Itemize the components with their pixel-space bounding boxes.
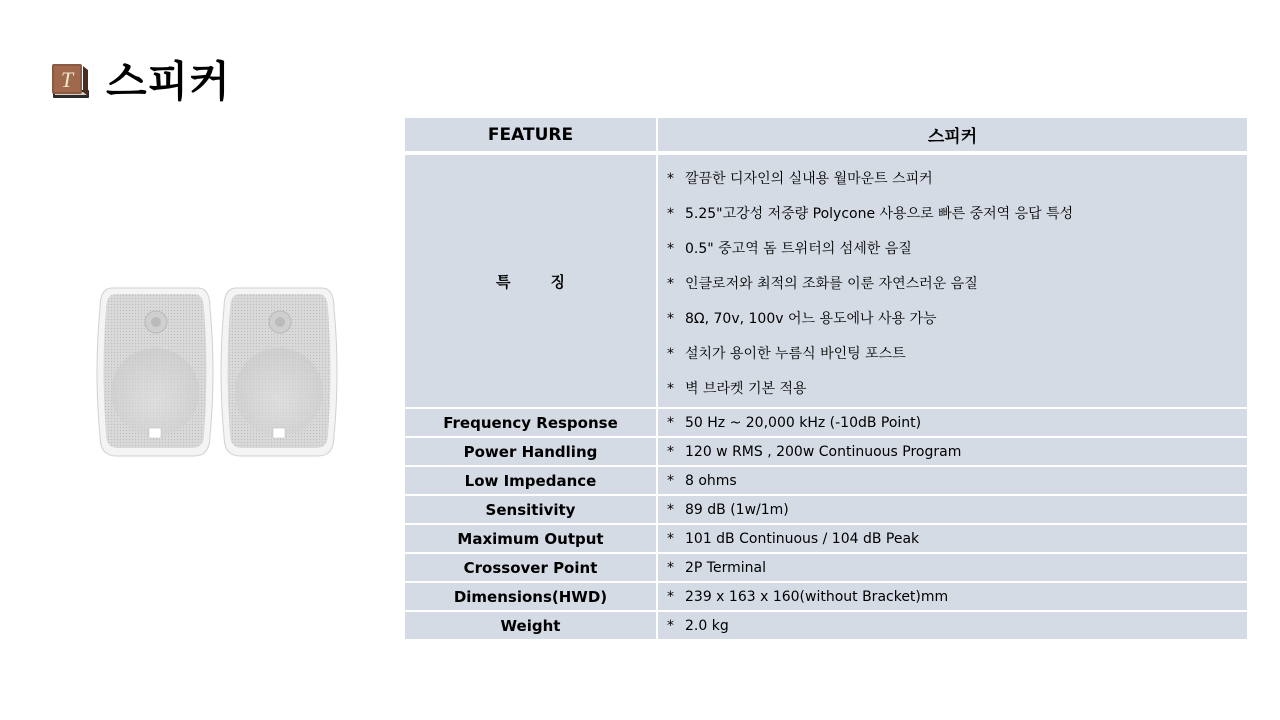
feature-text: 설치가 용이한 누름식 바인팅 포스트 — [685, 345, 906, 362]
feature-text: 벽 브라켓 기본 적용 — [685, 380, 807, 397]
spec-label: Dimensions(HWD) — [405, 582, 657, 611]
svg-text:T: T — [60, 67, 74, 92]
spec-value-cell — [657, 553, 1247, 582]
bullet: * — [667, 443, 674, 460]
spec-value: 120 w RMS , 200w Continuous Program — [685, 443, 962, 460]
table-header-row — [405, 118, 1247, 153]
book-icon — [50, 60, 92, 102]
spec-value: 50 Hz ~ 20,000 kHz (-10dB Point) — [685, 414, 922, 431]
spec-value: 239 x 163 x 160(without Bracket)mm — [685, 588, 949, 605]
table-row — [405, 553, 1247, 582]
spec-value-cell — [657, 524, 1247, 553]
speaker-right — [221, 288, 337, 456]
bullet: * — [667, 380, 674, 397]
page-title: 스피커 — [106, 57, 231, 106]
spec-value-cell — [657, 582, 1247, 611]
bullet: * — [667, 617, 674, 634]
list-item — [667, 267, 1247, 302]
speaker-left — [97, 288, 213, 456]
features-label-char: 특 — [496, 272, 511, 291]
spec-label: Maximum Output — [405, 524, 657, 553]
feature-text: 8Ω, 70v, 100v 어느 용도에나 사용 가능 — [685, 310, 937, 327]
spec-value-cell — [657, 495, 1247, 524]
spec-label: Low Impedance — [405, 466, 657, 495]
table-row — [405, 437, 1247, 466]
feature-text: 5.25"고강성 저중량 Polycone 사용으로 빠른 중저역 응답 특성 — [685, 205, 1074, 222]
bullet: * — [667, 588, 674, 605]
table-row — [405, 408, 1247, 437]
spec-value-cell — [657, 611, 1247, 639]
feature-text: 인클로저와 최적의 조화를 이룬 자연스러운 음질 — [685, 275, 978, 292]
features-cell — [657, 153, 1247, 408]
spec-value: 2.0 kg — [685, 617, 729, 634]
table-row — [405, 611, 1247, 639]
bullet: * — [667, 472, 674, 489]
spec-label: Frequency Response — [405, 408, 657, 437]
feature-text: 깔끔한 디자인의 실내용 월마운트 스피커 — [685, 170, 933, 187]
features-label — [405, 153, 657, 408]
table-row — [405, 524, 1247, 553]
features-label-char: 징 — [550, 272, 565, 291]
speaker-pair-image — [96, 286, 342, 458]
spec-value-cell — [657, 466, 1247, 495]
list-item — [667, 162, 1247, 197]
spec-value: 101 dB Continuous / 104 dB Peak — [685, 530, 920, 547]
table-row — [405, 495, 1247, 524]
bullet: * — [667, 530, 674, 547]
spec-label: Weight — [405, 611, 657, 639]
bullet: * — [667, 205, 674, 222]
list-item — [667, 337, 1247, 372]
spec-table — [405, 118, 1247, 639]
spec-value: 2P Terminal — [685, 559, 766, 576]
spec-value: 8 ohms — [685, 472, 737, 489]
spec-label: Crossover Point — [405, 553, 657, 582]
spec-value-cell — [657, 437, 1247, 466]
list-item — [667, 302, 1247, 337]
bullet: * — [667, 240, 674, 257]
bullet: * — [667, 275, 674, 292]
features-row — [405, 153, 1247, 408]
spec-value-cell — [657, 408, 1247, 437]
bullet: * — [667, 501, 674, 518]
bullet: * — [667, 559, 674, 576]
table-row — [405, 466, 1247, 495]
header-feature: FEATURE — [405, 118, 657, 153]
feature-text: 0.5" 중고역 돔 트위터의 섬세한 음질 — [685, 240, 912, 257]
list-item — [667, 372, 1247, 407]
feature-list — [667, 156, 1247, 407]
spec-label: Sensitivity — [405, 495, 657, 524]
spec-label: Power Handling — [405, 437, 657, 466]
header-product: 스피커 — [657, 118, 1247, 153]
bullet: * — [667, 414, 674, 431]
list-item — [667, 232, 1247, 267]
spec-value: 89 dB (1w/1m) — [685, 501, 789, 518]
bullet: * — [667, 345, 674, 362]
list-item — [667, 197, 1247, 232]
table-row — [405, 582, 1247, 611]
bullet: * — [667, 310, 674, 327]
bullet: * — [667, 170, 674, 187]
